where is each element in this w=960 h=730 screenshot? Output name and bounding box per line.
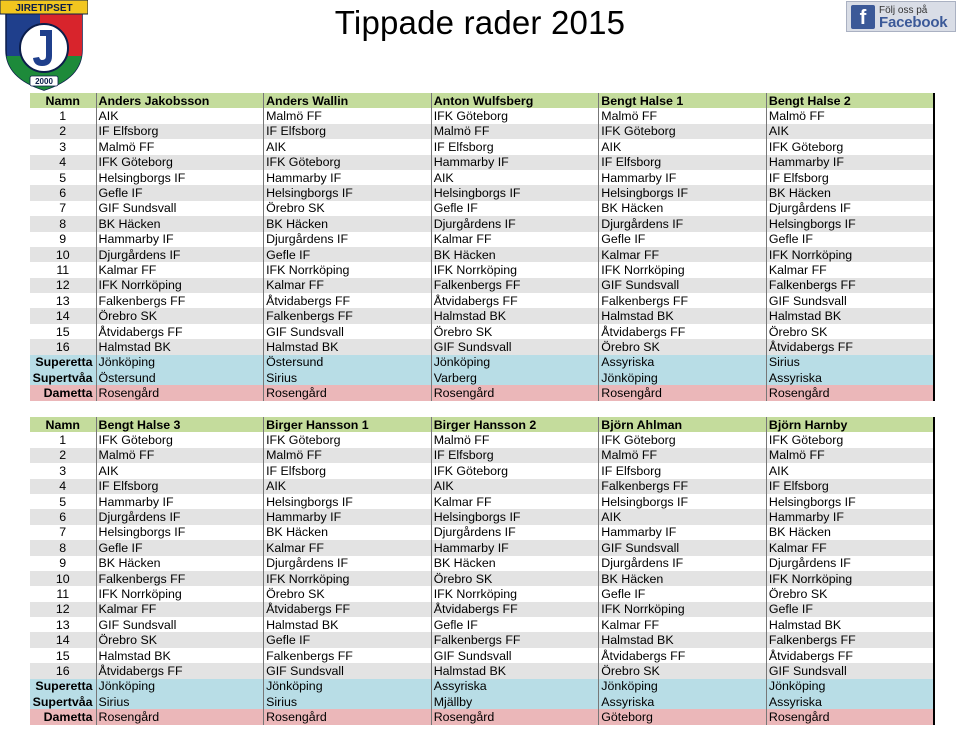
team-cell: Åtvidabergs FF [766, 339, 934, 354]
facebook-icon: f [851, 5, 875, 29]
team-cell: Jönköping [599, 370, 767, 385]
team-cell: Djurgårdens IF [96, 247, 264, 262]
table-row [30, 293, 934, 308]
facebook-follow-button[interactable] [846, 1, 956, 32]
extra-row [30, 694, 934, 709]
team-cell: IF Elfsborg [96, 479, 264, 494]
table-row [30, 540, 934, 555]
team-cell: Helsingborgs IF [264, 185, 432, 200]
team-cell: BK Häcken [431, 247, 599, 262]
team-cell: Djurgårdens IF [599, 556, 767, 571]
team-cell: IF Elfsborg [264, 124, 432, 139]
team-cell: BK Häcken [264, 525, 432, 540]
table-row [30, 185, 934, 200]
team-cell: Halmstad BK [766, 617, 934, 632]
team-cell: Åtvidabergs FF [766, 648, 934, 663]
position-cell: 4 [30, 479, 96, 494]
team-cell: Gefle IF [431, 201, 599, 216]
team-cell: Rosengård [431, 385, 599, 400]
team-cell: Falkenbergs FF [264, 648, 432, 663]
team-cell: Hammarby IF [766, 155, 934, 170]
team-cell: IFK Norrköping [599, 602, 767, 617]
table-row [30, 124, 934, 139]
team-cell: Göteborg [599, 709, 767, 724]
team-cell: Falkenbergs FF [766, 278, 934, 293]
position-cell: 7 [30, 525, 96, 540]
team-cell: IF Elfsborg [264, 463, 432, 478]
column-header-player: Björn Harnby [766, 417, 934, 432]
team-cell: Halmstad BK [599, 632, 767, 647]
team-cell: Gefle IF [766, 232, 934, 247]
team-cell: Örebro SK [264, 201, 432, 216]
table-row [30, 632, 934, 647]
team-cell: Örebro SK [264, 586, 432, 601]
category-label: Superetta [30, 679, 96, 694]
team-cell: Helsingborgs IF [96, 525, 264, 540]
team-cell: GIF Sundsvall [599, 278, 767, 293]
team-cell: GIF Sundsvall [599, 540, 767, 555]
team-cell: AIK [431, 479, 599, 494]
team-cell: Örebro SK [431, 571, 599, 586]
position-cell: 15 [30, 324, 96, 339]
column-header-player: Bengt Halse 3 [96, 417, 264, 432]
team-cell: Kalmar FF [599, 617, 767, 632]
position-cell: 1 [30, 432, 96, 447]
team-cell: IFK Göteborg [599, 124, 767, 139]
team-cell: IF Elfsborg [766, 170, 934, 185]
table-row [30, 509, 934, 524]
position-cell: 10 [30, 571, 96, 586]
team-cell: BK Häcken [264, 216, 432, 231]
table-row [30, 216, 934, 231]
team-cell: Djurgårdens IF [431, 525, 599, 540]
team-cell: IFK Göteborg [431, 108, 599, 123]
predictions-table-2 [30, 417, 935, 725]
team-cell: Helsingborgs IF [264, 494, 432, 509]
team-cell: IFK Norrköping [431, 262, 599, 277]
team-cell: GIF Sundsvall [431, 339, 599, 354]
team-cell: Kalmar FF [264, 278, 432, 293]
team-cell: Djurgårdens IF [264, 556, 432, 571]
team-cell: Gefle IF [96, 185, 264, 200]
team-cell: Jönköping [96, 679, 264, 694]
position-cell: 9 [30, 232, 96, 247]
team-cell: Örebro SK [96, 308, 264, 323]
team-cell: Assyriska [766, 370, 934, 385]
team-cell: GIF Sundsvall [264, 324, 432, 339]
team-cell: Djurgårdens IF [766, 201, 934, 216]
table-row [30, 556, 934, 571]
team-cell: Rosengård [264, 709, 432, 724]
team-cell: Åtvidabergs FF [431, 293, 599, 308]
column-header-player: Bengt Halse 1 [599, 93, 767, 108]
team-cell: Djurgårdens IF [264, 232, 432, 247]
team-cell: GIF Sundsvall [766, 293, 934, 308]
team-cell: Falkenbergs FF [599, 479, 767, 494]
team-cell: Rosengård [96, 385, 264, 400]
team-cell: IF Elfsborg [431, 448, 599, 463]
team-cell: Hammarby IF [431, 540, 599, 555]
position-cell: 8 [30, 540, 96, 555]
logo-year: 2000 [35, 77, 53, 86]
team-cell: Örebro SK [431, 324, 599, 339]
team-cell: IFK Göteborg [599, 432, 767, 447]
team-cell: IFK Norrköping [431, 586, 599, 601]
facebook-small-label: Följ oss på [879, 4, 928, 16]
team-cell: Djurgårdens IF [431, 216, 599, 231]
table-row [30, 617, 934, 632]
predictions-table-1 [30, 93, 935, 401]
team-cell: Gefle IF [599, 586, 767, 601]
team-cell: Hammarby IF [96, 232, 264, 247]
team-cell: Malmö FF [766, 108, 934, 123]
team-cell: Helsingborgs IF [766, 216, 934, 231]
position-cell: 12 [30, 278, 96, 293]
table-row [30, 139, 934, 154]
team-cell: Hammarby IF [599, 170, 767, 185]
column-header-namn: Namn [30, 417, 96, 432]
table-row [30, 308, 934, 323]
column-header-player: Anders Jakobsson [96, 93, 264, 108]
team-cell: Halmstad BK [264, 339, 432, 354]
team-cell: Malmö FF [599, 448, 767, 463]
team-cell: AIK [766, 124, 934, 139]
team-cell: Malmö FF [264, 448, 432, 463]
category-label: Superetta [30, 355, 96, 370]
team-cell: Hammarby IF [264, 170, 432, 185]
position-cell: 11 [30, 586, 96, 601]
column-header-player: Anton Wulfsberg [431, 93, 599, 108]
column-header-player: Birger Hansson 1 [264, 417, 432, 432]
team-cell: Hammarby IF [431, 155, 599, 170]
table-row [30, 247, 934, 262]
team-cell: IFK Göteborg [264, 432, 432, 447]
team-cell: IFK Norrköping [766, 571, 934, 586]
team-cell: IF Elfsborg [599, 463, 767, 478]
position-cell: 14 [30, 308, 96, 323]
team-cell: Halmstad BK [766, 308, 934, 323]
position-cell: 6 [30, 185, 96, 200]
column-header-player: Anders Wallin [264, 93, 432, 108]
team-cell: Kalmar FF [264, 540, 432, 555]
team-cell: Assyriska [599, 694, 767, 709]
extra-row [30, 709, 934, 724]
category-label: Supertvåa [30, 370, 96, 385]
team-cell: AIK [599, 139, 767, 154]
position-cell: 1 [30, 108, 96, 123]
team-cell: AIK [264, 139, 432, 154]
team-cell: Helsingborgs IF [96, 170, 264, 185]
table-row [30, 663, 934, 678]
team-cell: Kalmar FF [431, 232, 599, 247]
team-cell: Örebro SK [766, 324, 934, 339]
team-cell: Örebro SK [599, 339, 767, 354]
team-cell: Jönköping [766, 679, 934, 694]
team-cell: Halmstad BK [96, 648, 264, 663]
team-cell: Djurgårdens IF [96, 509, 264, 524]
team-cell: Kalmar FF [431, 494, 599, 509]
table-row [30, 648, 934, 663]
logo-text: JIRETIPSET [15, 3, 73, 14]
extra-row [30, 355, 934, 370]
column-header-player: Bengt Halse 2 [766, 93, 934, 108]
team-cell: GIF Sundsvall [96, 201, 264, 216]
team-cell: Kalmar FF [96, 602, 264, 617]
team-cell: Jönköping [431, 355, 599, 370]
category-label: Supertvåa [30, 694, 96, 709]
team-cell: BK Häcken [96, 556, 264, 571]
page-title: Tippade rader 2015 [334, 4, 626, 41]
column-header-namn: Namn [30, 93, 96, 108]
team-cell: Malmö FF [431, 124, 599, 139]
extra-row [30, 679, 934, 694]
position-cell: 11 [30, 262, 96, 277]
table-row [30, 155, 934, 170]
team-cell: Hammarby IF [599, 525, 767, 540]
team-cell: Östersund [264, 355, 432, 370]
team-cell: Kalmar FF [766, 540, 934, 555]
team-cell: GIF Sundsvall [766, 663, 934, 678]
team-cell: Gefle IF [766, 602, 934, 617]
team-cell: Åtvidabergs FF [599, 324, 767, 339]
position-cell: 16 [30, 339, 96, 354]
table-row [30, 339, 934, 354]
table-row [30, 586, 934, 601]
team-cell: GIF Sundsvall [431, 648, 599, 663]
position-cell: 13 [30, 293, 96, 308]
position-cell: 5 [30, 170, 96, 185]
table-row [30, 201, 934, 216]
position-cell: 15 [30, 648, 96, 663]
team-cell: Åtvidabergs FF [599, 648, 767, 663]
table-row [30, 232, 934, 247]
table-row [30, 571, 934, 586]
team-cell: Gefle IF [599, 232, 767, 247]
team-cell: Jönköping [264, 679, 432, 694]
position-cell: 8 [30, 216, 96, 231]
team-cell: IFK Göteborg [96, 155, 264, 170]
position-cell: 3 [30, 463, 96, 478]
category-label: Dametta [30, 385, 96, 400]
team-cell: Rosengård [599, 385, 767, 400]
team-cell: GIF Sundsvall [264, 663, 432, 678]
team-cell: Assyriska [766, 694, 934, 709]
team-cell: Djurgårdens IF [599, 216, 767, 231]
table-row [30, 479, 934, 494]
position-cell: 4 [30, 155, 96, 170]
position-cell: 2 [30, 124, 96, 139]
team-cell: Gefle IF [431, 617, 599, 632]
team-cell: Hammarby IF [766, 509, 934, 524]
team-cell: Kalmar FF [766, 262, 934, 277]
team-cell: AIK [96, 463, 264, 478]
team-cell: IFK Norrköping [96, 586, 264, 601]
team-cell: Rosengård [766, 385, 934, 400]
team-cell: Kalmar FF [96, 262, 264, 277]
team-cell: Örebro SK [96, 632, 264, 647]
team-cell: Mjällby [431, 694, 599, 709]
team-cell: Halmstad BK [264, 617, 432, 632]
team-cell: Östersund [96, 370, 264, 385]
table-row [30, 170, 934, 185]
team-cell: Halmstad BK [431, 308, 599, 323]
team-cell: AIK [264, 479, 432, 494]
team-cell: Rosengård [431, 709, 599, 724]
table-row [30, 494, 934, 509]
team-cell: Örebro SK [766, 586, 934, 601]
team-cell: Assyriska [599, 355, 767, 370]
team-cell: Hammarby IF [96, 494, 264, 509]
team-cell: Helsingborgs IF [766, 494, 934, 509]
team-cell: Assyriska [431, 679, 599, 694]
team-cell: AIK [96, 108, 264, 123]
team-cell: IF Elfsborg [599, 155, 767, 170]
table-header-row [30, 417, 934, 432]
team-cell: IFK Göteborg [766, 139, 934, 154]
team-cell: Jönköping [599, 679, 767, 694]
position-cell: 5 [30, 494, 96, 509]
position-cell: 16 [30, 663, 96, 678]
extra-row [30, 370, 934, 385]
position-cell: 10 [30, 247, 96, 262]
team-cell: Helsingborgs IF [431, 185, 599, 200]
position-cell: 3 [30, 139, 96, 154]
team-cell: Sirius [766, 355, 934, 370]
team-cell: IFK Göteborg [96, 432, 264, 447]
team-cell: Sirius [96, 694, 264, 709]
team-cell: IFK Norrköping [264, 571, 432, 586]
team-cell: BK Häcken [766, 525, 934, 540]
team-cell: Rosengård [264, 385, 432, 400]
table-row [30, 262, 934, 277]
team-cell: Sirius [264, 370, 432, 385]
team-cell: Malmö FF [96, 448, 264, 463]
table-row [30, 108, 934, 123]
team-cell: Helsingborgs IF [599, 185, 767, 200]
position-cell: 6 [30, 509, 96, 524]
team-cell: IFK Norrköping [96, 278, 264, 293]
team-cell: IFK Göteborg [431, 463, 599, 478]
team-cell: Åtvidabergs FF [264, 602, 432, 617]
team-cell: GIF Sundsvall [96, 617, 264, 632]
team-cell: Falkenbergs FF [431, 632, 599, 647]
team-cell: Malmö FF [431, 432, 599, 447]
team-cell: Hammarby IF [264, 509, 432, 524]
team-cell: Falkenbergs FF [96, 293, 264, 308]
table-row [30, 463, 934, 478]
team-cell: Falkenbergs FF [431, 278, 599, 293]
table-row [30, 432, 934, 447]
team-cell: IF Elfsborg [766, 479, 934, 494]
team-cell: BK Häcken [96, 216, 264, 231]
team-cell: Halmstad BK [96, 339, 264, 354]
team-cell: Malmö FF [264, 108, 432, 123]
team-cell: Malmö FF [599, 108, 767, 123]
team-cell: Halmstad BK [431, 663, 599, 678]
table-row [30, 448, 934, 463]
team-cell: AIK [431, 170, 599, 185]
team-cell: Gefle IF [264, 632, 432, 647]
team-cell: IFK Norrköping [264, 262, 432, 277]
team-cell: Malmö FF [766, 448, 934, 463]
table-header-row [30, 93, 934, 108]
team-cell: AIK [766, 463, 934, 478]
team-cell: AIK [599, 509, 767, 524]
team-cell: Jönköping [96, 355, 264, 370]
position-cell: 14 [30, 632, 96, 647]
team-cell: Örebro SK [599, 663, 767, 678]
table-row [30, 278, 934, 293]
team-cell: Malmö FF [96, 139, 264, 154]
category-label: Dametta [30, 709, 96, 724]
team-cell: Falkenbergs FF [766, 632, 934, 647]
team-cell: Rosengård [96, 709, 264, 724]
position-cell: 7 [30, 201, 96, 216]
facebook-big-label: Facebook [879, 13, 948, 31]
team-cell: Helsingborgs IF [599, 494, 767, 509]
column-header-player: Björn Ahlman [599, 417, 767, 432]
extra-row [30, 385, 934, 400]
position-cell: 9 [30, 556, 96, 571]
team-cell: Sirius [264, 694, 432, 709]
table-row [30, 602, 934, 617]
team-cell: IFK Göteborg [766, 432, 934, 447]
team-cell: Falkenbergs FF [264, 308, 432, 323]
team-cell: Varberg [431, 370, 599, 385]
facebook-text [879, 5, 947, 29]
column-header-player: Birger Hansson 2 [431, 417, 599, 432]
team-cell: Halmstad BK [599, 308, 767, 323]
team-cell: Åtvidabergs FF [96, 663, 264, 678]
team-cell: BK Häcken [431, 556, 599, 571]
team-cell: Åtvidabergs FF [96, 324, 264, 339]
team-cell: BK Häcken [766, 185, 934, 200]
team-cell: Gefle IF [264, 247, 432, 262]
team-cell: BK Häcken [599, 571, 767, 586]
position-cell: 12 [30, 602, 96, 617]
team-cell: IFK Norrköping [766, 247, 934, 262]
table-row [30, 324, 934, 339]
team-cell: Falkenbergs FF [599, 293, 767, 308]
team-cell: Kalmar FF [599, 247, 767, 262]
team-cell: Djurgårdens IF [766, 556, 934, 571]
team-cell: IF Elfsborg [96, 124, 264, 139]
team-cell: Gefle IF [96, 540, 264, 555]
team-cell: Helsingborgs IF [431, 509, 599, 524]
team-cell: IF Elfsborg [431, 139, 599, 154]
position-cell: 13 [30, 617, 96, 632]
team-cell: BK Häcken [599, 201, 767, 216]
team-cell: Rosengård [766, 709, 934, 724]
table-row [30, 525, 934, 540]
team-cell: IFK Norrköping [599, 262, 767, 277]
position-cell: 2 [30, 448, 96, 463]
team-cell: IFK Göteborg [264, 155, 432, 170]
team-cell: Åtvidabergs FF [264, 293, 432, 308]
team-cell: Åtvidabergs FF [431, 602, 599, 617]
team-cell: Falkenbergs FF [96, 571, 264, 586]
